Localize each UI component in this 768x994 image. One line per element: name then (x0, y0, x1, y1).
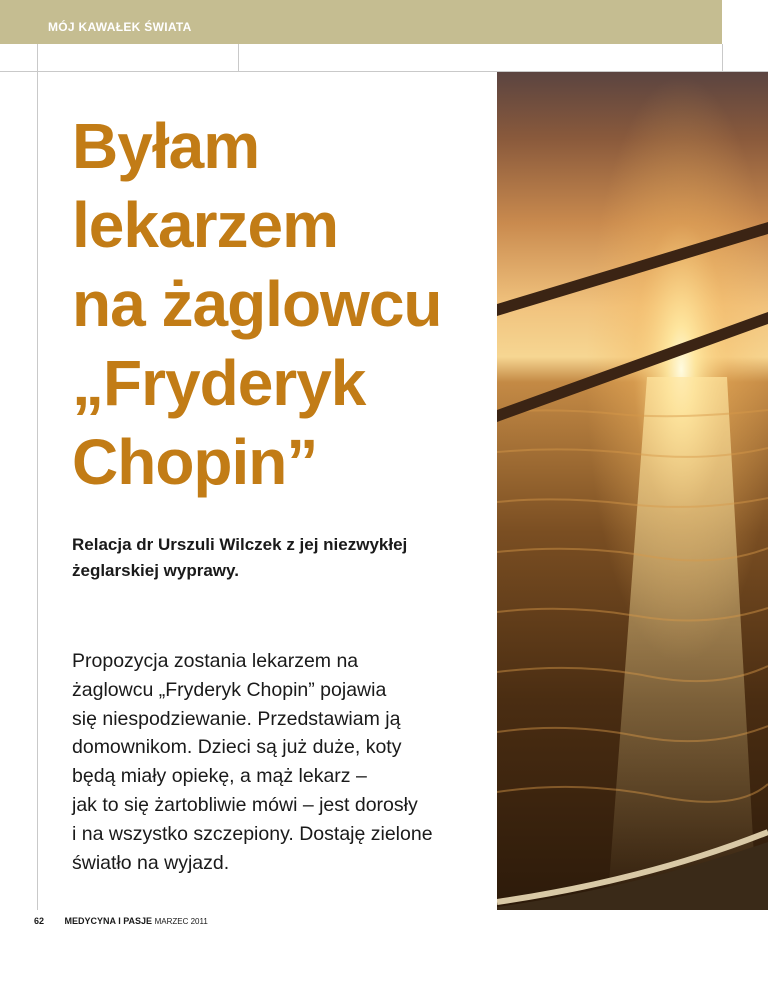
body-line: domownikom. Dzieci są już duże, koty (72, 736, 402, 759)
title-line: „Fryderyk (72, 347, 366, 419)
title-line: Byłam (72, 110, 260, 182)
column-rule-right (722, 44, 723, 72)
column-rule-left (37, 44, 38, 910)
body-line: Propozycja zostania lekarzem na (72, 650, 359, 672)
page-number: 62 (34, 916, 45, 926)
title-line: na żaglowcu (72, 268, 442, 340)
article-lead (72, 532, 492, 584)
sunset-sea-photo (497, 72, 768, 910)
body-line: jak to się żartobliwie mówi – jest dorosły (72, 793, 418, 816)
body-line: żaglowcu „Fryderyk Chopin” pojawia (72, 678, 387, 701)
section-header-bar (0, 0, 722, 44)
title-line: Chopin” (72, 426, 318, 498)
lead-line: Relacja dr Urszuli Wilczek z jej niezwykłej (72, 535, 408, 554)
title-line: lekarzem (72, 189, 338, 261)
magazine-name: MEDYCYNA I PASJE (64, 916, 153, 926)
article-title (72, 107, 492, 502)
body-line: światło na wyjazd. (72, 851, 230, 874)
section-label: MÓJ KAWAŁEK ŚWIATA (48, 20, 192, 34)
body-line: się niespodziewanie. Przedstawiam ją (72, 707, 401, 730)
issue-date: MARZEC 2011 (154, 917, 208, 926)
lead-line: żeglarskiej wyprawy. (72, 561, 239, 580)
page-footer (34, 916, 208, 926)
column-rule-middle (238, 44, 239, 72)
article-body (72, 647, 492, 877)
body-line: i na wszystko szczepiony. Dostaję zielone (72, 822, 433, 845)
body-line: będą miały opiekę, a mąż lekarz – (72, 765, 367, 788)
